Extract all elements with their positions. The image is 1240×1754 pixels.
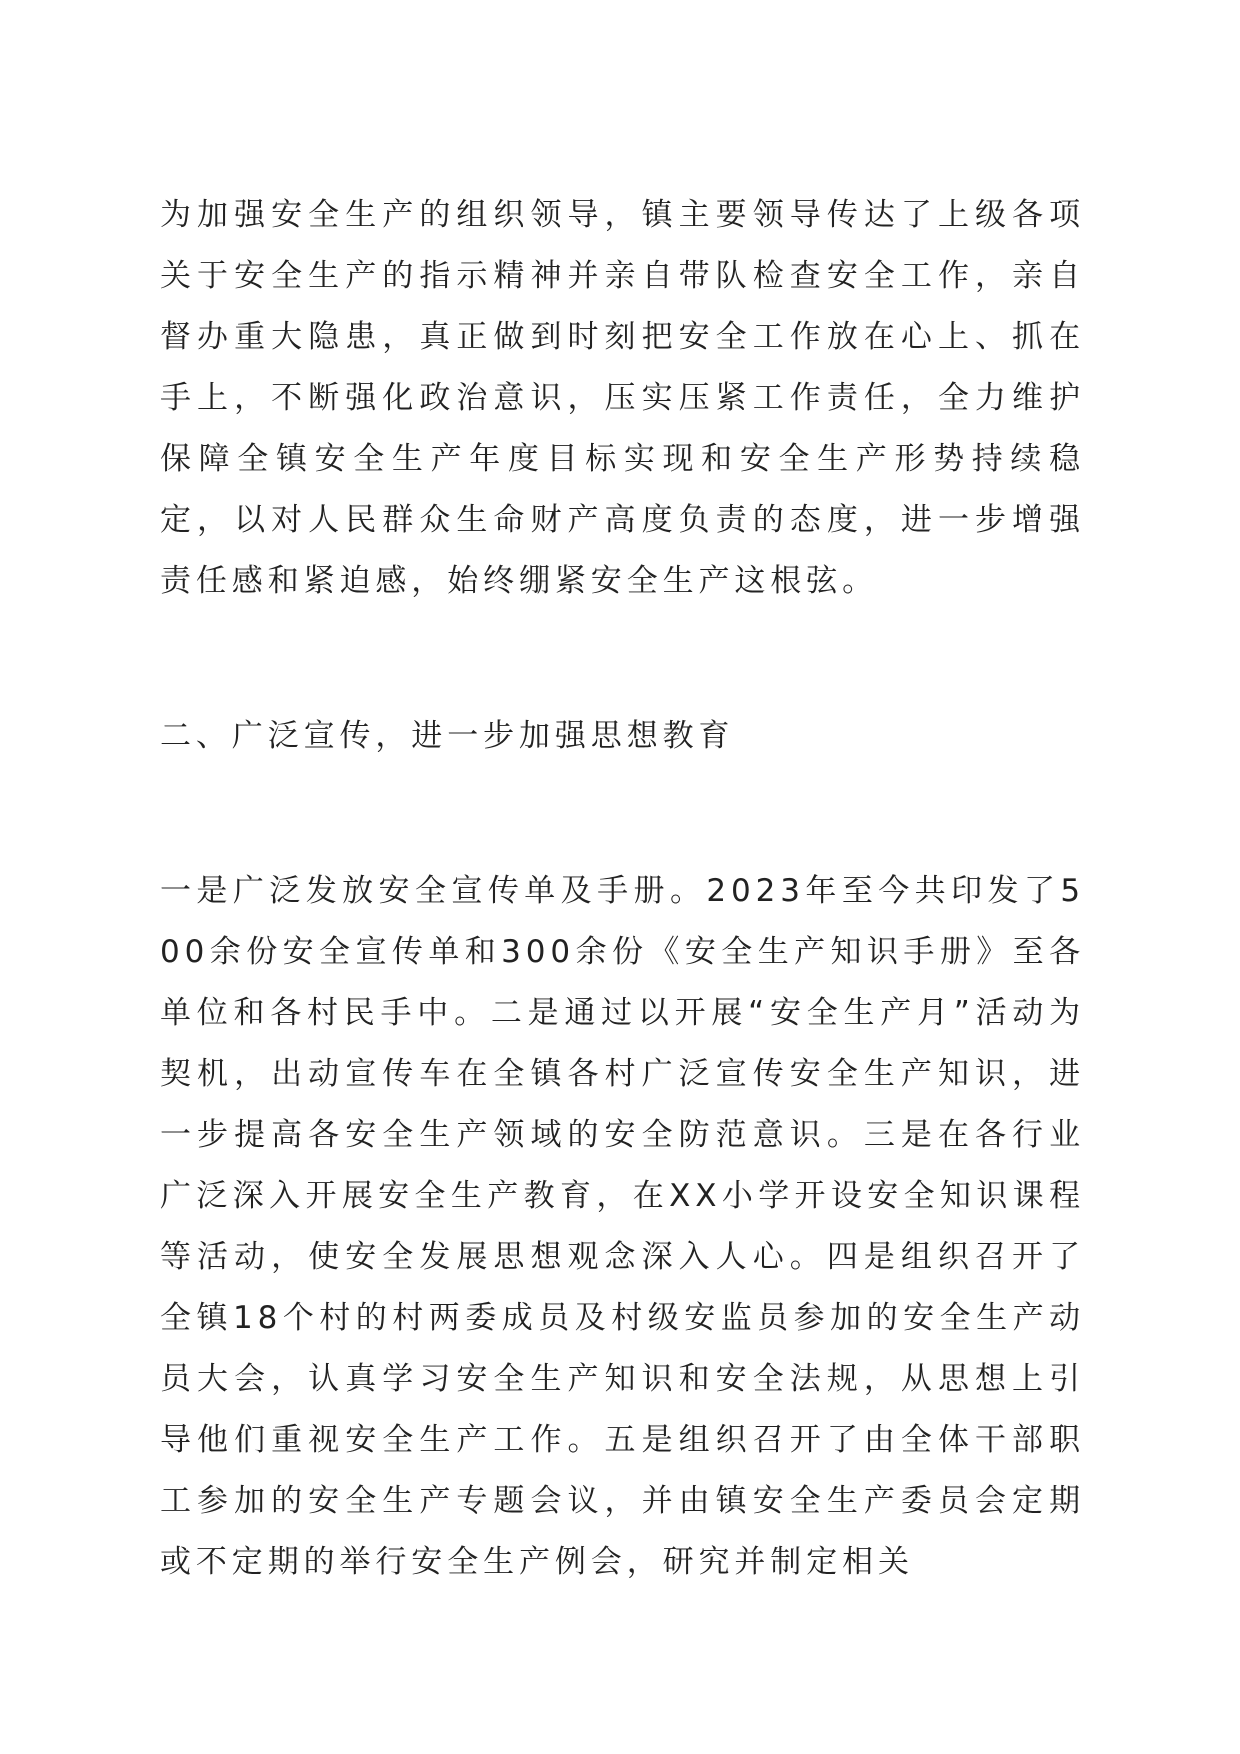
paragraph-leadership: 为加强安全生产的组织领导，镇主要领导传达了上级各项关于安全生产的指示精神并亲自带队检查安全工作，亲自督办重大隐患，真正做到时刻把安全工作放在心上、抓在手上，不断强化政治意识，压实压紧工作责任，全力维护保障全镇安全生产年度目标实现和安全生产形势持续稳定，以对人民群众生命财产高度负责的态度，进一步增强责任感和紧迫感，始终绷紧安全生产这根弦。 [160,197,1085,599]
paragraph-publicity: 一是广泛发放安全宣传单及手册。2023年至今共印发了500余份安全宣传单和300余份《安全生产知识手册》至各单位和各村民手中。二是通过以开展“安全生产月”活动为契机，出动宣传车在全镇各村广泛宣传安全生产知识，进一步提高各安全生产领域的安全防范意识。三是在各行业广泛深入开展安全生产教育，在XX小学开设安全知识课程等活动，使安全发展思想观念深入人心。四是组织召开了全镇18个村的村两委成员及村级安监员参加的安全生产动员大会，认真学习安全生产知识和安全法规，从思想上引导他们重视安全生产工作。五是组织召开了由全体干部职工参加的安全生产专题会议，并由镇安全生产委员会定期或不定期的举行安全生产例会，研究并制定相关 [160,873,1085,1580]
document-body [160,185,1085,1593]
section-heading: 二、广泛宣传，进一步加强思想教育 [160,718,735,754]
